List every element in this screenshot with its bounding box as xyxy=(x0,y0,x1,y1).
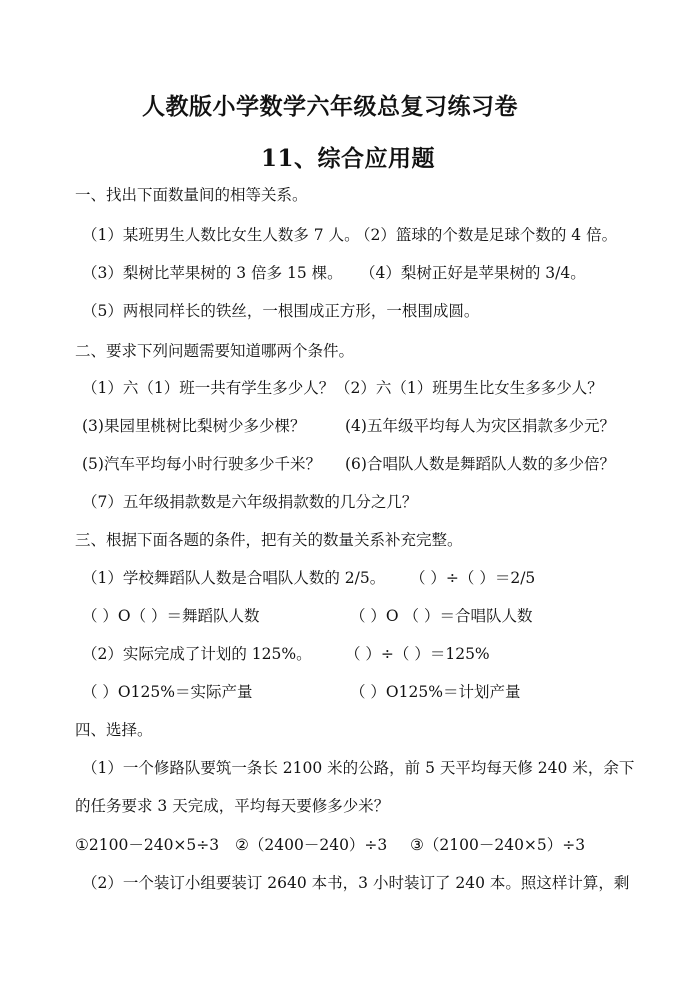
question-1-1: （1）某班男生人数比女生人数多 7 人。 xyxy=(82,226,360,244)
question-3-1: （1）学校舞蹈队人数是合唱队人数的 2/5。 xyxy=(82,569,386,587)
question-2-3: (3)果园里桃树比梨树少多少棵？ xyxy=(82,417,306,435)
relation-3-2-a: （ ）÷（ ）＝125% xyxy=(345,645,490,663)
question-1-5: （5）两根同样长的铁丝，一根围成正方形，一根围成圆。 xyxy=(82,302,480,320)
relation-3-1-a: （ ）÷（ ）＝2/5 xyxy=(410,569,536,587)
question-1-4: （4）梨树正好是苹果树的 3/4。 xyxy=(360,264,586,282)
option-4-1-c: ③（2100－240×5）÷3 xyxy=(410,836,586,854)
section-1-heading: 一、找出下面数量间的相等关系。 xyxy=(75,186,308,204)
question-1-2: （2）篮球的个数是足球个数的 4 倍。 xyxy=(355,226,618,244)
section-3-heading: 三、根据下面各题的条件，把有关的数量关系补充完整。 xyxy=(75,531,463,549)
question-2-6: (6)合唱队人数是舞蹈队人数的多少倍？ xyxy=(345,455,615,473)
question-4-1-cont: 的任务要求 3 天完成，平均每天要修多少米？ xyxy=(75,797,390,815)
worksheet-title: 人教版小学数学六年级总复习练习卷 xyxy=(142,93,518,120)
question-4-2: （2）一个装订小组要装订 2640 本书，3 小时装订了 240 本。照这样计算，剩 xyxy=(82,874,630,892)
question-3-2: （2）实际完成了计划的 125%。 xyxy=(82,645,312,663)
worksheet-subtitle: 11、综合应用题 xyxy=(260,145,435,172)
question-4-1: （1）一个修路队要筑一条长 2100 米的公路，前 5 天平均每天修 240 米，余下 xyxy=(82,759,635,777)
relation-3-1-c: （ ）O （ ）＝合唱队人数 xyxy=(350,607,533,625)
relation-3-2-b: （ ）O125%＝实际产量 xyxy=(82,683,253,701)
option-4-1-a: ①2100－240×5÷3 xyxy=(75,836,220,854)
relation-3-2-c: （ ）O125%＝计划产量 xyxy=(350,683,521,701)
question-2-4: (4)五年级平均每人为灾区捐款多少元？ xyxy=(345,417,615,435)
question-2-1: （1）六（1）班一共有学生多少人？ xyxy=(82,379,335,397)
section-4-heading: 四、选择。 xyxy=(75,721,153,739)
question-2-2: （2）六（1）班男生比女生多多少人？ xyxy=(335,379,603,397)
section-2-heading: 二、要求下列问题需要知道哪两个条件。 xyxy=(75,342,355,360)
question-2-7: （7）五年级捐款数是六年级捐款数的几分之几？ xyxy=(82,493,418,511)
question-1-3: （3）梨树比苹果树的 3 倍多 15 棵。 xyxy=(82,264,343,282)
option-4-1-b: ②（2400－240）÷3 xyxy=(235,836,388,854)
relation-3-1-b: （ ）O（ ）＝舞蹈队人数 xyxy=(82,607,260,625)
question-2-5: (5)汽车平均每小时行驶多少千米？ xyxy=(82,455,321,473)
